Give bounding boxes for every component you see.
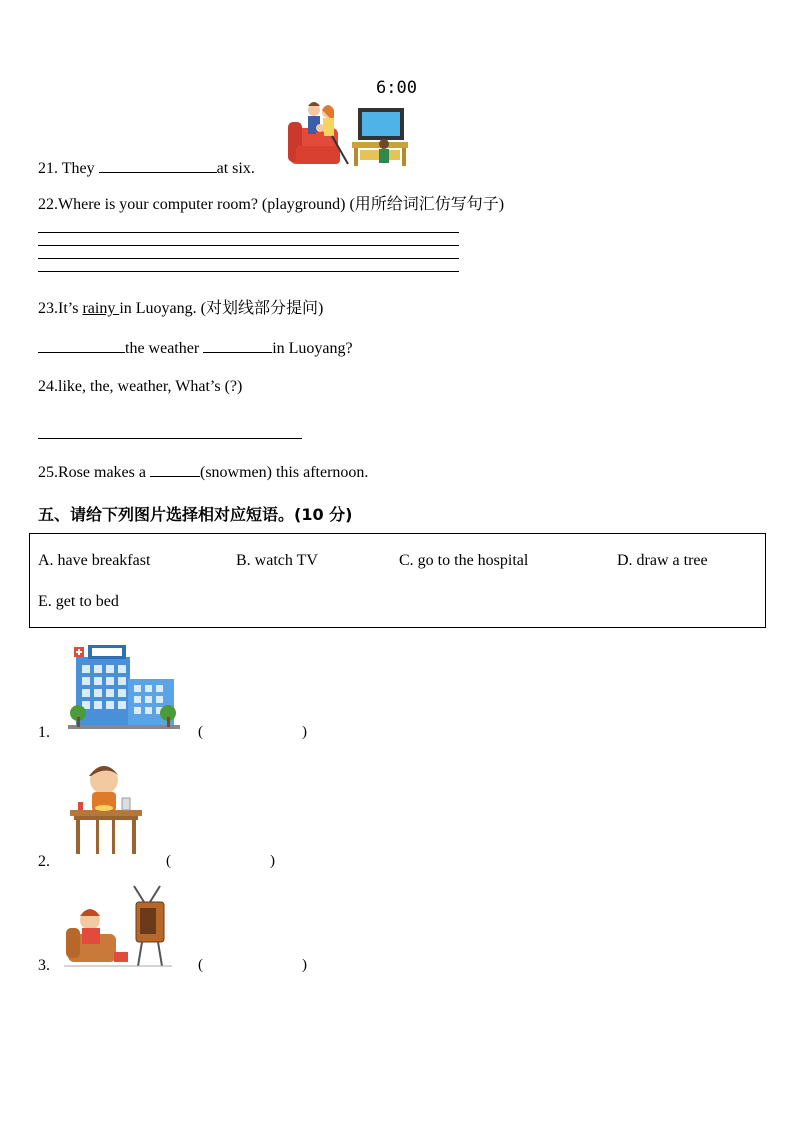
question-25: 25.Rose makes a (snowmen) this afternoon.	[38, 464, 369, 481]
watching-tv-illustration	[64, 884, 172, 968]
item-number: 1.	[38, 724, 50, 741]
underlined-word: rainy	[82, 300, 120, 317]
options-box	[29, 533, 766, 628]
writing-line[interactable]	[38, 232, 459, 233]
answer-blank[interactable]	[150, 462, 200, 477]
family-watching-tv-illustration	[286, 100, 412, 170]
question-number: 24	[38, 378, 54, 395]
item-number: 2.	[38, 853, 50, 870]
option-c: C. go to the hospital	[399, 552, 529, 569]
option-b: B. watch TV	[236, 552, 318, 569]
answer-paren-open[interactable]: (	[198, 724, 203, 740]
answer-paren-open[interactable]: (	[166, 853, 171, 869]
answer-paren-open[interactable]: (	[198, 957, 203, 973]
clock-time: 6:00	[376, 78, 417, 98]
question-22: 22.Where is your computer room? (playground) (用所给词汇仿写句子)	[38, 196, 505, 213]
answer-paren-close[interactable]: )	[302, 957, 307, 973]
question-23: 23.It’s rainy in Luoyang. (对划线部分提问)	[38, 300, 324, 317]
option-d: D. draw a tree	[617, 552, 708, 569]
writing-line[interactable]	[38, 271, 459, 272]
question-21: 21. They at six.	[38, 160, 255, 177]
writing-line[interactable]	[38, 258, 459, 259]
answer-blank[interactable]	[38, 338, 125, 353]
question-23-answer: the weather in Luoyang?	[38, 338, 353, 358]
question-number: 25	[38, 464, 54, 481]
question-24: 24.like, the, weather, What’s (?)	[38, 378, 243, 395]
question-number: 22	[38, 196, 54, 213]
hospital-illustration	[68, 643, 180, 731]
breakfast-illustration	[68, 762, 144, 856]
section-title: 五、请给下列图片选择相对应短语。(10 分)	[38, 505, 353, 524]
answer-blank[interactable]	[99, 158, 217, 173]
item-number: 3.	[38, 957, 50, 974]
option-e: E. get to bed	[38, 593, 119, 610]
question-number: 23	[38, 300, 54, 317]
answer-paren-close[interactable]: )	[270, 853, 275, 869]
answer-paren-close[interactable]: )	[302, 724, 307, 740]
writing-line[interactable]	[38, 245, 459, 246]
question-number: 21	[38, 160, 54, 177]
writing-line[interactable]	[38, 438, 302, 439]
answer-blank[interactable]	[203, 338, 272, 353]
option-a: A. have breakfast	[38, 552, 151, 569]
